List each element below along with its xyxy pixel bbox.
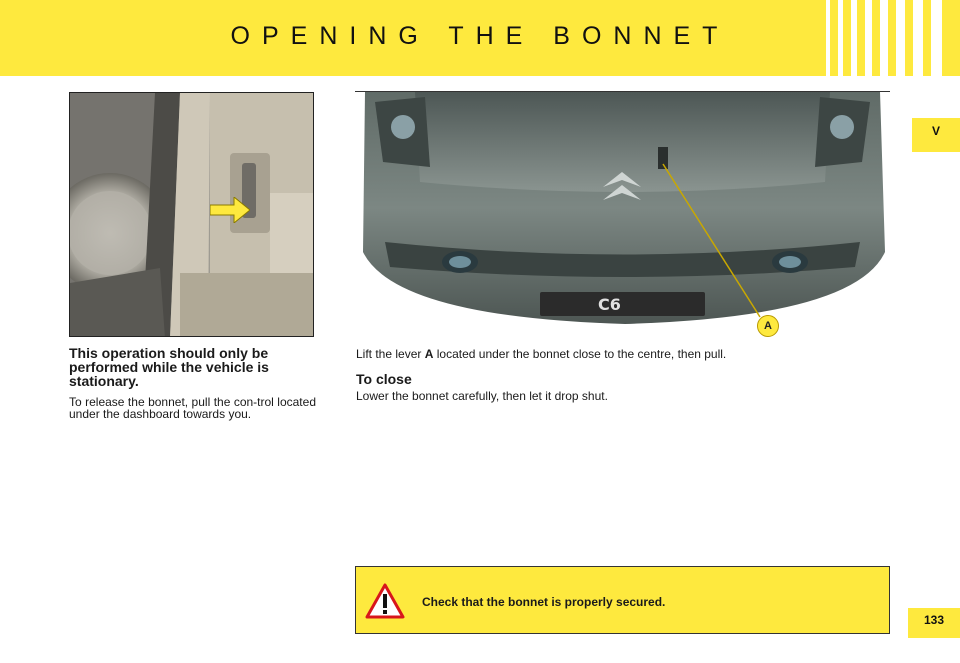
lift-text-after: located under the bonnet close to the centre, then pull. [436,347,727,361]
lift-text-before: Lift the lever [356,347,422,361]
stationary-warning-heading: This operation should only be performed while the vehicle is stationary. [69,345,269,389]
to-close-heading: To close [356,371,412,387]
car-front-photo [355,92,890,337]
secured-note-box [355,566,890,634]
close-instructions: Lower the bonnet carefully, then let it drop shut. [356,389,608,403]
lift-lever-instruction [356,348,896,360]
release-instructions: To release the bonnet, pull the con-trol located under the dashboard towards you. [69,395,316,421]
lever-a-callout: A [757,315,779,337]
secured-note-text: Check that the bonnet is properly secured. [422,595,666,609]
page-title: OPENING THE BONNET [230,22,730,50]
car-badge: C6 [598,295,621,314]
page-number: 133 [908,608,960,638]
chapter-tab: V [912,118,960,152]
warning-icon [365,583,405,619]
lever-reference: A [424,347,434,361]
arrow-icon [210,197,250,223]
interior-release-photo [69,92,314,337]
